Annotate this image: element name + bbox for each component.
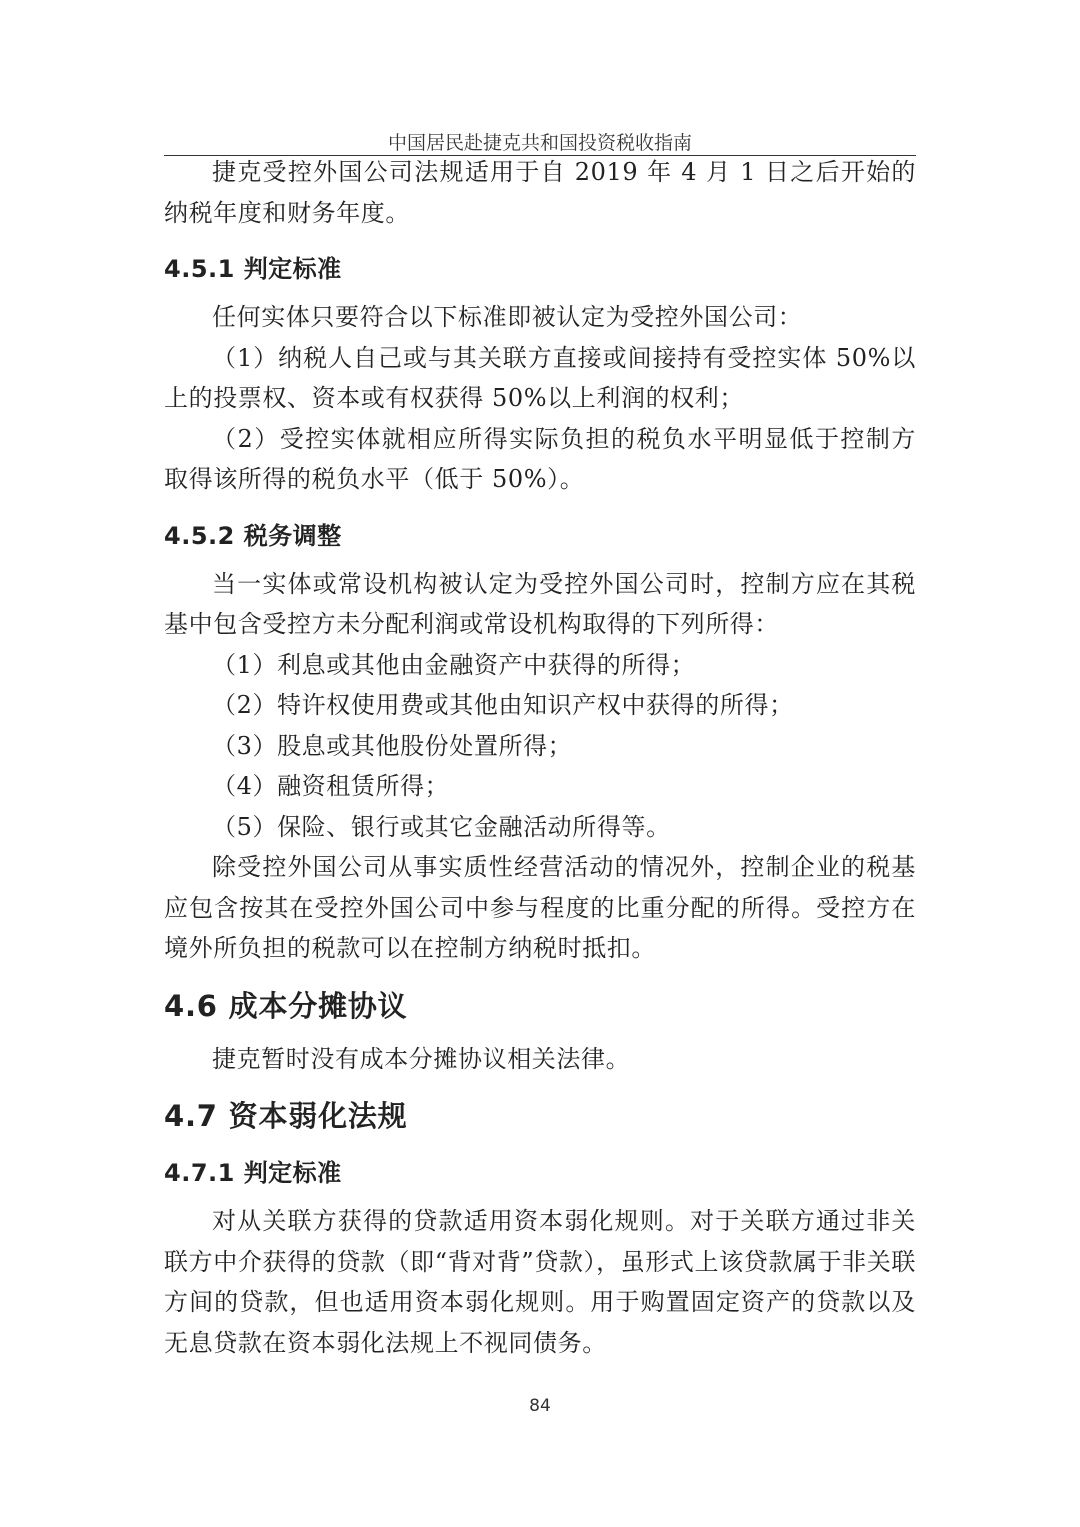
list-item-income-2: （2）特许权使用费或其他由知识产权中获得的所得；	[212, 691, 794, 719]
paragraph-criterion-1: （1）纳税人自己或与其关联方直接或间接持有受控实体 50%以上的投票权、资本或有权获得 50%以上利润的权利；	[164, 343, 916, 412]
list-item-income-1: （1）利息或其他由金融资产中获得的所得；	[212, 650, 696, 679]
paragraph-criterion-2: （2）受控实体就相应所得实际负担的税负水平明显低于控制方取得该所得的税负水平（低于 50%）。	[164, 424, 916, 493]
paragraph-criteria-intro: 任何实体只要符合以下标准即被认定为受控外国公司：	[212, 303, 803, 331]
page-content	[164, 152, 916, 1363]
list-item-income-5: （5）保险、银行或其它金融活动所得等。	[212, 812, 671, 841]
heading-4-6: 4.6 成本分摊协议	[164, 988, 408, 1023]
paragraph-thin-cap-rules: 对从关联方获得的贷款适用资本弱化规则。对于关联方通过非关联方中介获得的贷款（即“背对背”贷款），虽形式上该贷款属于非关联方间的贷款，但也适用资本弱化规则。用于购置固定资产的贷款以及无息贷款在资本弱化法规上不视同债务。	[164, 1207, 916, 1357]
running-header: 中国居民赴捷克共和国投资税收指南	[387, 132, 692, 154]
heading-4-5-1: 4.5.1 判定标准	[164, 255, 342, 283]
list-item-income-4: （4）融资租赁所得；	[212, 772, 450, 800]
paragraph-tax-base: 除受控外国公司从事实质性经营活动的情况外，控制企业的税基应包含按其在受控外国公司中参与程度的比重分配的所得。受控方在境外所负担的税款可以在控制方纳税时抵扣。	[164, 853, 916, 962]
heading-4-5-2: 4.5.2 税务调整	[164, 521, 342, 550]
heading-4-7: 4.7 资本弱化法规	[164, 1099, 408, 1133]
page-number: 84	[529, 1396, 551, 1416]
list-item-income-3: （3）股息或其他股份处置所得；	[212, 731, 573, 760]
paragraph-tax-adjustment: 当一实体或常设机构被认定为受控外国公司时，控制方应在其税基中包含受控方未分配利润或常设机构取得的下列所得：	[164, 569, 916, 638]
paragraph-cost-sharing: 捷克暂时没有成本分摊协议相关法律。	[212, 1044, 631, 1073]
heading-4-7-1: 4.7.1 判定标准	[164, 1159, 342, 1187]
paragraph-cfc-applicability: 捷克受控外国公司法规适用于自 2019 年 4 月 1 日之后开始的纳税年度和财务年度。	[164, 158, 916, 227]
